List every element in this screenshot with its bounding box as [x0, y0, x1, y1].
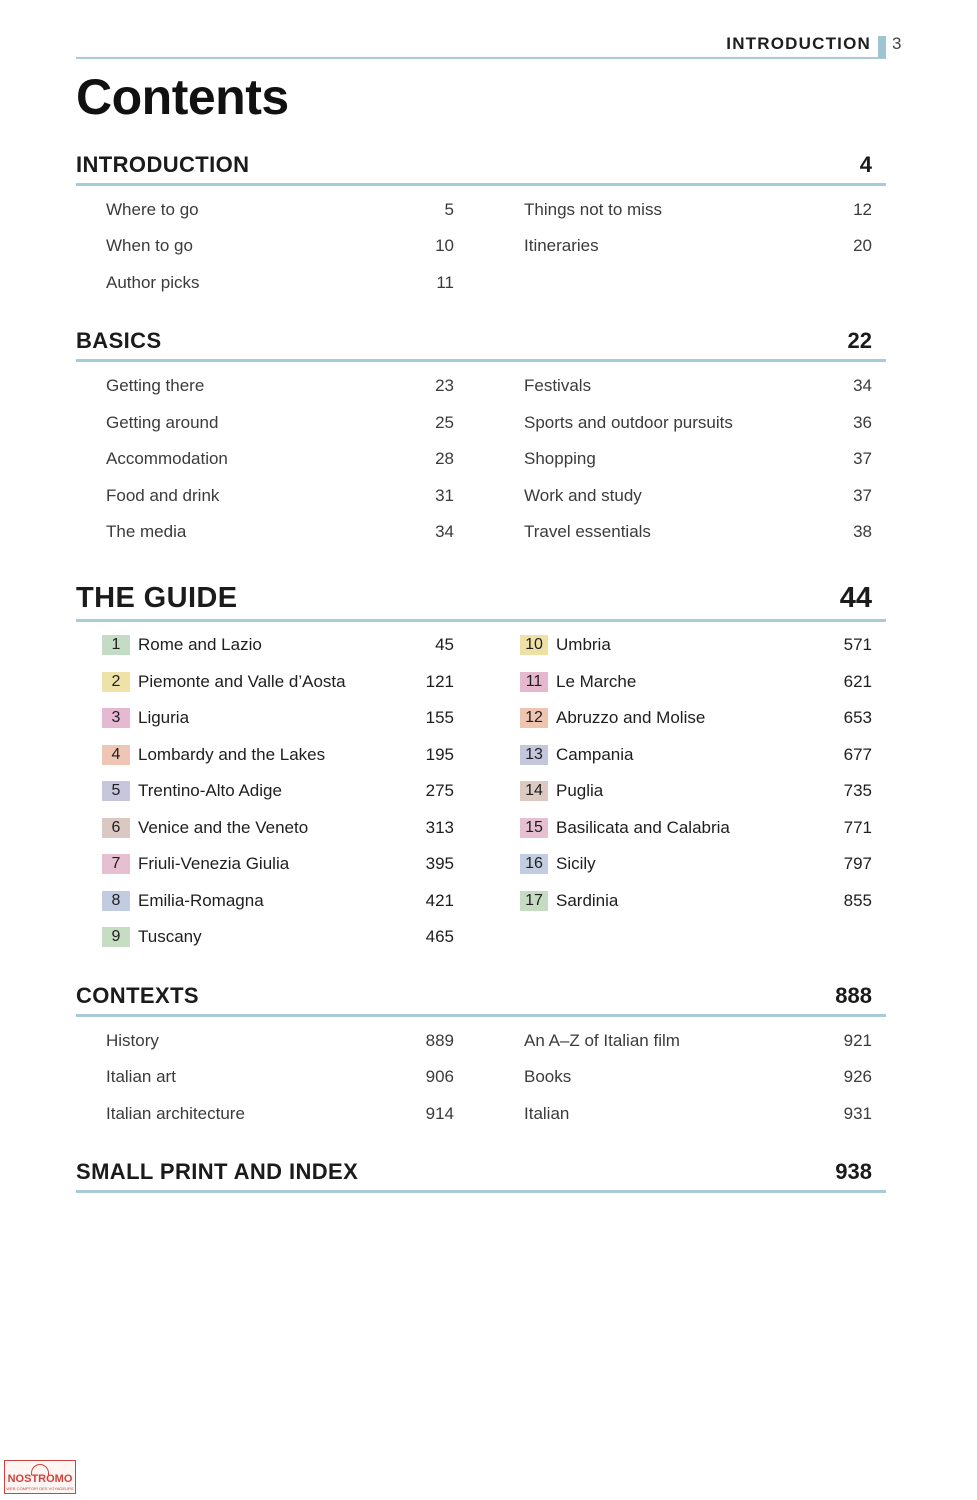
- chapter-title: Le Marche: [556, 672, 637, 691]
- chapter-title: Basilicata and Calabria: [556, 818, 730, 837]
- entry-title: When to go: [106, 236, 193, 255]
- chapter-page: 195: [425, 745, 454, 764]
- entry-title: An A–Z of Italian film: [524, 1031, 680, 1050]
- chapter-number-badge: 9: [102, 927, 130, 947]
- toc-entry[interactable]: [106, 1104, 454, 1128]
- chapter-title: Sardinia: [556, 891, 619, 910]
- chapter-number-badge: 15: [520, 818, 548, 838]
- toc-entry[interactable]: [524, 1067, 872, 1091]
- chapter-title: Campania: [556, 745, 634, 764]
- chapter-number-badge: 3: [102, 708, 130, 728]
- chapter-page: 465: [425, 927, 454, 946]
- section-page: 938: [835, 1159, 872, 1184]
- entry-title: The media: [106, 522, 187, 541]
- section-heading: INTRODUCTION: [76, 152, 250, 177]
- entry-title: Shopping: [524, 449, 596, 468]
- entry-title: Where to go: [106, 200, 199, 219]
- entry-title: Food and drink: [106, 486, 220, 505]
- nostromo-logo: [4, 1460, 76, 1494]
- chapter-page: 121: [425, 672, 454, 691]
- entry-title: Itineraries: [524, 236, 599, 255]
- toc-entry[interactable]: [524, 1104, 872, 1128]
- chapter-entry[interactable]: [520, 781, 872, 805]
- chapter-page: 855: [843, 891, 872, 910]
- entry-page: 36: [853, 413, 872, 432]
- entry-title: Festivals: [524, 376, 592, 395]
- toc-entry[interactable]: [106, 236, 454, 260]
- chapter-title: Piemonte and Valle d’Aosta: [138, 672, 346, 691]
- running-head: INTRODUCTION: [726, 34, 871, 53]
- section-basics[interactable]: [76, 328, 872, 358]
- entry-title: Things not to miss: [524, 200, 662, 219]
- chapter-entry[interactable]: [520, 672, 872, 696]
- entry-title: Italian architecture: [106, 1104, 245, 1123]
- entry-page: 28: [435, 449, 454, 468]
- chapter-entry[interactable]: [102, 781, 454, 805]
- entry-title: Italian art: [106, 1067, 176, 1086]
- chapter-number-badge: 5: [102, 781, 130, 801]
- entry-title: Author picks: [106, 273, 200, 292]
- section-page: 4: [859, 152, 872, 177]
- chapter-page: 45: [435, 635, 454, 654]
- toc-entry[interactable]: [524, 522, 872, 546]
- section-page: 888: [835, 983, 872, 1008]
- toc-entry[interactable]: [106, 486, 454, 510]
- entry-page: 34: [435, 522, 454, 541]
- entry-page: 5: [444, 200, 454, 219]
- chapter-number-badge: 8: [102, 891, 130, 911]
- entry-page: 23: [435, 376, 454, 395]
- chapter-entry[interactable]: [102, 635, 454, 659]
- chapter-page: 735: [843, 781, 872, 800]
- section-introduction[interactable]: [76, 152, 872, 182]
- chapter-title: Liguria: [138, 708, 190, 727]
- chapter-page: 313: [425, 818, 454, 837]
- toc-entry[interactable]: [106, 273, 454, 297]
- chapter-entry[interactable]: [520, 891, 872, 915]
- chapter-page: 771: [843, 818, 872, 837]
- chapter-entry[interactable]: [520, 745, 872, 769]
- chapter-number-badge: 12: [520, 708, 548, 728]
- toc-entry[interactable]: [524, 376, 872, 400]
- chapter-title: Umbria: [556, 635, 611, 654]
- header-rule: [76, 57, 886, 59]
- logo-tagline: WEB COMPTOIR DES VOYAGEURS: [6, 1486, 74, 1491]
- entry-page: 38: [853, 522, 872, 541]
- chapter-title: Puglia: [556, 781, 604, 800]
- chapter-page: 395: [425, 854, 454, 873]
- toc-entry[interactable]: [524, 449, 872, 473]
- chapter-title: Venice and the Veneto: [138, 818, 309, 837]
- chapter-page: 275: [425, 781, 454, 800]
- entry-page: 20: [853, 236, 872, 255]
- page-title: Contents: [76, 69, 289, 125]
- chapter-entry[interactable]: [520, 854, 872, 878]
- chapter-title: Lombardy and the Lakes: [138, 745, 326, 764]
- entry-title: Getting there: [106, 376, 205, 395]
- chapter-entry[interactable]: [102, 818, 454, 842]
- entry-page: 37: [853, 449, 872, 468]
- section-rule: [76, 1190, 886, 1193]
- section-heading: CONTEXTS: [76, 983, 199, 1008]
- chapter-title: Friuli-Venezia Giulia: [138, 854, 290, 873]
- chapter-number-badge: 1: [102, 635, 130, 655]
- entry-page: 11: [436, 273, 454, 292]
- entry-page: 926: [843, 1067, 872, 1086]
- section-heading: SMALL PRINT AND INDEX: [76, 1159, 359, 1184]
- toc-entry[interactable]: [106, 413, 454, 437]
- logo-name: NOSTROMO: [7, 1473, 73, 1485]
- running-head-bar: [878, 36, 886, 58]
- chapter-entry[interactable]: [102, 854, 454, 878]
- entry-title: Italian: [524, 1104, 570, 1123]
- chapter-number-badge: 4: [102, 745, 130, 765]
- entry-page: 31: [435, 486, 454, 505]
- toc-entry[interactable]: [106, 449, 454, 473]
- chapter-page: 571: [843, 635, 872, 654]
- chapter-number-badge: 7: [102, 854, 130, 874]
- chapter-entry[interactable]: [102, 927, 454, 951]
- toc-entry[interactable]: [106, 522, 454, 546]
- chapter-page: 677: [843, 745, 872, 764]
- toc-entry[interactable]: [524, 200, 872, 224]
- entry-page: 25: [435, 413, 454, 432]
- section-heading: THE GUIDE: [76, 582, 238, 614]
- entry-title: Accommodation: [106, 449, 228, 468]
- section-rule: [76, 619, 886, 622]
- toc-entry[interactable]: [106, 376, 454, 400]
- chapter-entry[interactable]: [520, 635, 872, 659]
- entry-page: 10: [435, 236, 454, 255]
- chapter-number-badge: 2: [102, 672, 130, 692]
- toc-entry[interactable]: [106, 200, 454, 224]
- section-page: 22: [847, 328, 872, 353]
- entry-title: Work and study: [524, 486, 642, 505]
- chapter-title: Emilia-Romagna: [138, 891, 264, 910]
- entry-title: Books: [524, 1067, 572, 1086]
- chapter-page: 421: [425, 891, 454, 910]
- chapter-title: Rome and Lazio: [138, 635, 262, 654]
- entry-page: 914: [425, 1104, 454, 1123]
- entry-page: 889: [425, 1031, 454, 1050]
- toc-entry[interactable]: [106, 1067, 454, 1091]
- entry-page: 921: [843, 1031, 872, 1050]
- toc-entry[interactable]: [106, 1031, 454, 1055]
- entry-title: Getting around: [106, 413, 219, 432]
- toc-entry[interactable]: [524, 236, 872, 260]
- section-heading: BASICS: [76, 328, 162, 353]
- entry-title: Travel essentials: [524, 522, 651, 541]
- chapter-page: 621: [843, 672, 872, 691]
- entry-page: 906: [425, 1067, 454, 1086]
- chapter-title: Trentino-Alto Adige: [138, 781, 282, 800]
- page-number: 3: [892, 34, 902, 53]
- section-rule: [76, 1014, 886, 1017]
- chapter-entry[interactable]: [520, 708, 872, 732]
- entry-page: 37: [853, 486, 872, 505]
- section-rule: [76, 359, 886, 362]
- chapter-number-badge: 17: [520, 891, 548, 911]
- chapter-entry[interactable]: [102, 745, 454, 769]
- chapter-number-badge: 10: [520, 635, 548, 655]
- section-page: 44: [839, 582, 872, 614]
- entry-page: 12: [853, 200, 872, 219]
- chapter-page: 653: [843, 708, 872, 727]
- chapter-entry[interactable]: [520, 818, 872, 842]
- entry-page: 34: [853, 376, 872, 395]
- chapter-entry[interactable]: [102, 672, 454, 696]
- toc-entry[interactable]: [524, 413, 872, 437]
- entry-title: History: [106, 1031, 159, 1050]
- chapter-title: Sicily: [556, 854, 596, 873]
- section-small-print-and-index[interactable]: [76, 1159, 872, 1189]
- section-the-guide[interactable]: [76, 582, 872, 618]
- chapter-entry[interactable]: [102, 891, 454, 915]
- chapter-entry[interactable]: [102, 708, 454, 732]
- chapter-number-badge: 14: [520, 781, 548, 801]
- chapter-page: 155: [425, 708, 454, 727]
- chapter-number-badge: 11: [520, 672, 548, 692]
- entry-title: Sports and outdoor pursuits: [524, 413, 733, 432]
- chapter-number-badge: 13: [520, 745, 548, 765]
- chapter-title: Abruzzo and Molise: [556, 708, 706, 727]
- chapter-title: Tuscany: [138, 927, 202, 946]
- toc-entry[interactable]: [524, 486, 872, 510]
- chapter-page: 797: [843, 854, 872, 873]
- section-rule: [76, 183, 886, 186]
- chapter-number-badge: 16: [520, 854, 548, 874]
- chapter-number-badge: 6: [102, 818, 130, 838]
- entry-page: 931: [843, 1104, 872, 1123]
- section-contexts[interactable]: [76, 983, 872, 1013]
- toc-entry[interactable]: [524, 1031, 872, 1055]
